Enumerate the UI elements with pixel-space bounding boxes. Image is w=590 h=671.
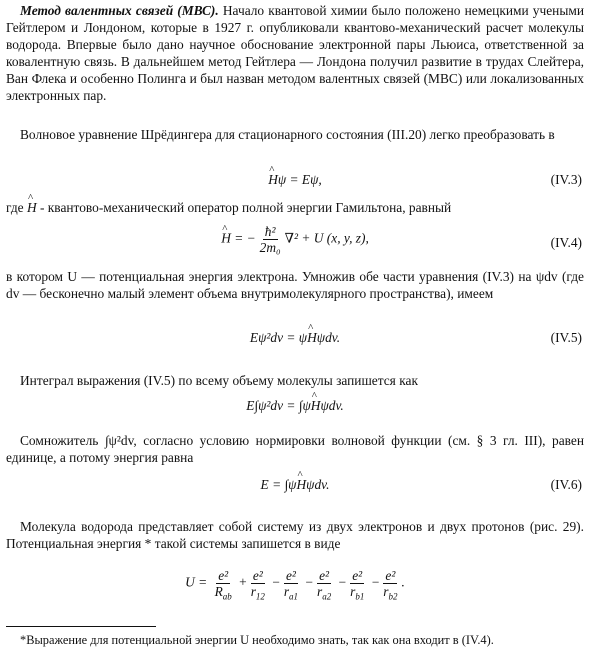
equation-iv4: [6, 222, 584, 262]
equation-lhs: E = ∫ψ: [260, 477, 297, 492]
term-sign: −: [305, 574, 313, 590]
paragraph-integral: [6, 372, 584, 389]
equation-number: (IV.6): [550, 477, 582, 492]
footnote-divider: [6, 626, 156, 627]
equation-iv6: E = ∫ψ^ Hψdv. (IV.6): [6, 476, 584, 496]
term-fraction: $\frac{\text{e²}}{R_{ab}}$: [214, 568, 232, 602]
paragraph-text: Сомножитель ∫ψ²dv, согласно условию нормировки волновой функции (см. § 3 гл. III), равен единице, а потому энергия равна: [6, 433, 584, 465]
equation-rhs: ∇² + U (x, y, z),: [284, 230, 369, 246]
term-fraction: $\frac{\text{e²}}{r_{12}}$: [250, 568, 265, 602]
paragraph-schrodinger: [6, 126, 584, 143]
equation-rhs: ψdv.: [316, 330, 341, 345]
footnote-text: *Выражение для потенциальной энергии U необходимо знать, так как она входит в (IV.4).: [20, 633, 494, 647]
term-sign: +: [239, 574, 247, 590]
paragraph-text: - квантово-механический оператор полной энергии Гамильтона, равный: [39, 200, 452, 215]
equation-iv5: Eψ²dv = ψ^ Hψdv. (IV.5): [6, 329, 584, 349]
footnote: [6, 632, 584, 648]
equation-iv3: ^ Hψ = Eψ, (IV.3): [6, 171, 584, 191]
paragraph-potential: [6, 268, 584, 302]
equation-potential-energy: U = $\frac{\text{e²}}{R_{ab}}$ + $\frac{\text{e²}}{r_{12}}$ − $\frac{\text{e²}}{r_{a1}}$ − $\frac{\text{e²}}{r_{a2}}$ − $\frac{\text{e²}}{r_{b1}}$ − $\frac{\text{e²}}{r_{b2}}$ .: [185, 568, 405, 602]
equation-number: (IV.4): [550, 235, 582, 250]
equation-rhs: ψdv.: [306, 477, 330, 492]
equation-lhs: H = −: [221, 230, 256, 246]
term-sign: −: [272, 574, 280, 590]
paragraph-text: где: [6, 200, 24, 215]
fraction-denominator: 2m₀: [259, 240, 281, 255]
paragraph-text: Волновое уравнение Шрёдингера для стационарного состояния (III.20) легко преобразовать в: [20, 127, 555, 142]
paragraph-text: Интеграл выражения (IV.5) по всему объему молекулы запишется как: [20, 373, 418, 388]
hamiltonian-symbol: ^ H: [27, 199, 37, 216]
equation-number: (IV.3): [550, 172, 582, 187]
equation-lhs: U =: [185, 574, 208, 590]
term-fraction: $\frac{\text{e²}}{r_{a1}}$: [283, 568, 299, 602]
equation-number: (IV.5): [550, 330, 582, 345]
paragraph-hamiltonian: [6, 199, 584, 216]
paragraph-mvs-intro: [6, 2, 584, 104]
equation-lhs: Eψ²dv = ψ: [249, 330, 308, 345]
paragraph-text: Начало квантовой химии было положено немецкими учеными Гейтлером и Лондоном, которые в 1927 г. опубликовали квантово-механический расчет молекулы водорода. Впервые было дано научное обоснование электронной пары Льюиса, ответственной за ковалентную связь. В дальнейшем метод Гейтлера — Лондона получил развитие в трудах Слейтера, Ван Флека и особенно Полинга и был назван методом валентных связей (МВС) или локализованных электронных пар.: [6, 3, 584, 103]
term-sign: −: [371, 574, 380, 590]
paragraph-text: Молекула водорода представляет собой систему из двух электронов и двух протонов (рис. 29). Потенциальная энергия * такой системы запишется в виде: [6, 519, 584, 551]
equation-lhs: E∫ψ²dv = ∫ψ: [246, 398, 311, 413]
paragraph-normalization: [6, 432, 584, 466]
paragraph-hydrogen: [6, 518, 584, 552]
equation-body: ψ = Eψ,: [277, 172, 322, 187]
term-fraction: $\frac{\text{e²}}{r_{b1}}$: [350, 568, 365, 602]
fraction-numerator: ħ²: [264, 224, 276, 239]
term-fraction: $\frac{\text{e²}}{r_{a2}}$: [316, 568, 332, 602]
term-sign: −: [338, 574, 347, 590]
equation-rhs: ψdv.: [320, 398, 344, 413]
term-fraction: $\frac{\text{e²}}{r_{b2}}$: [383, 568, 398, 602]
section-lead-title: Метод валентных связей (МВС).: [20, 3, 219, 18]
equation-integral: E∫ψ²dv = ∫ψ^ Hψdv.: [6, 397, 584, 417]
paragraph-text: в котором U — потенциальная энергия электрона. Умножив обе части уравнения (IV.3) на ψdv (где dv — бесконечно малый элемент объема внутримолекулярного пространства), имеем: [6, 269, 584, 301]
